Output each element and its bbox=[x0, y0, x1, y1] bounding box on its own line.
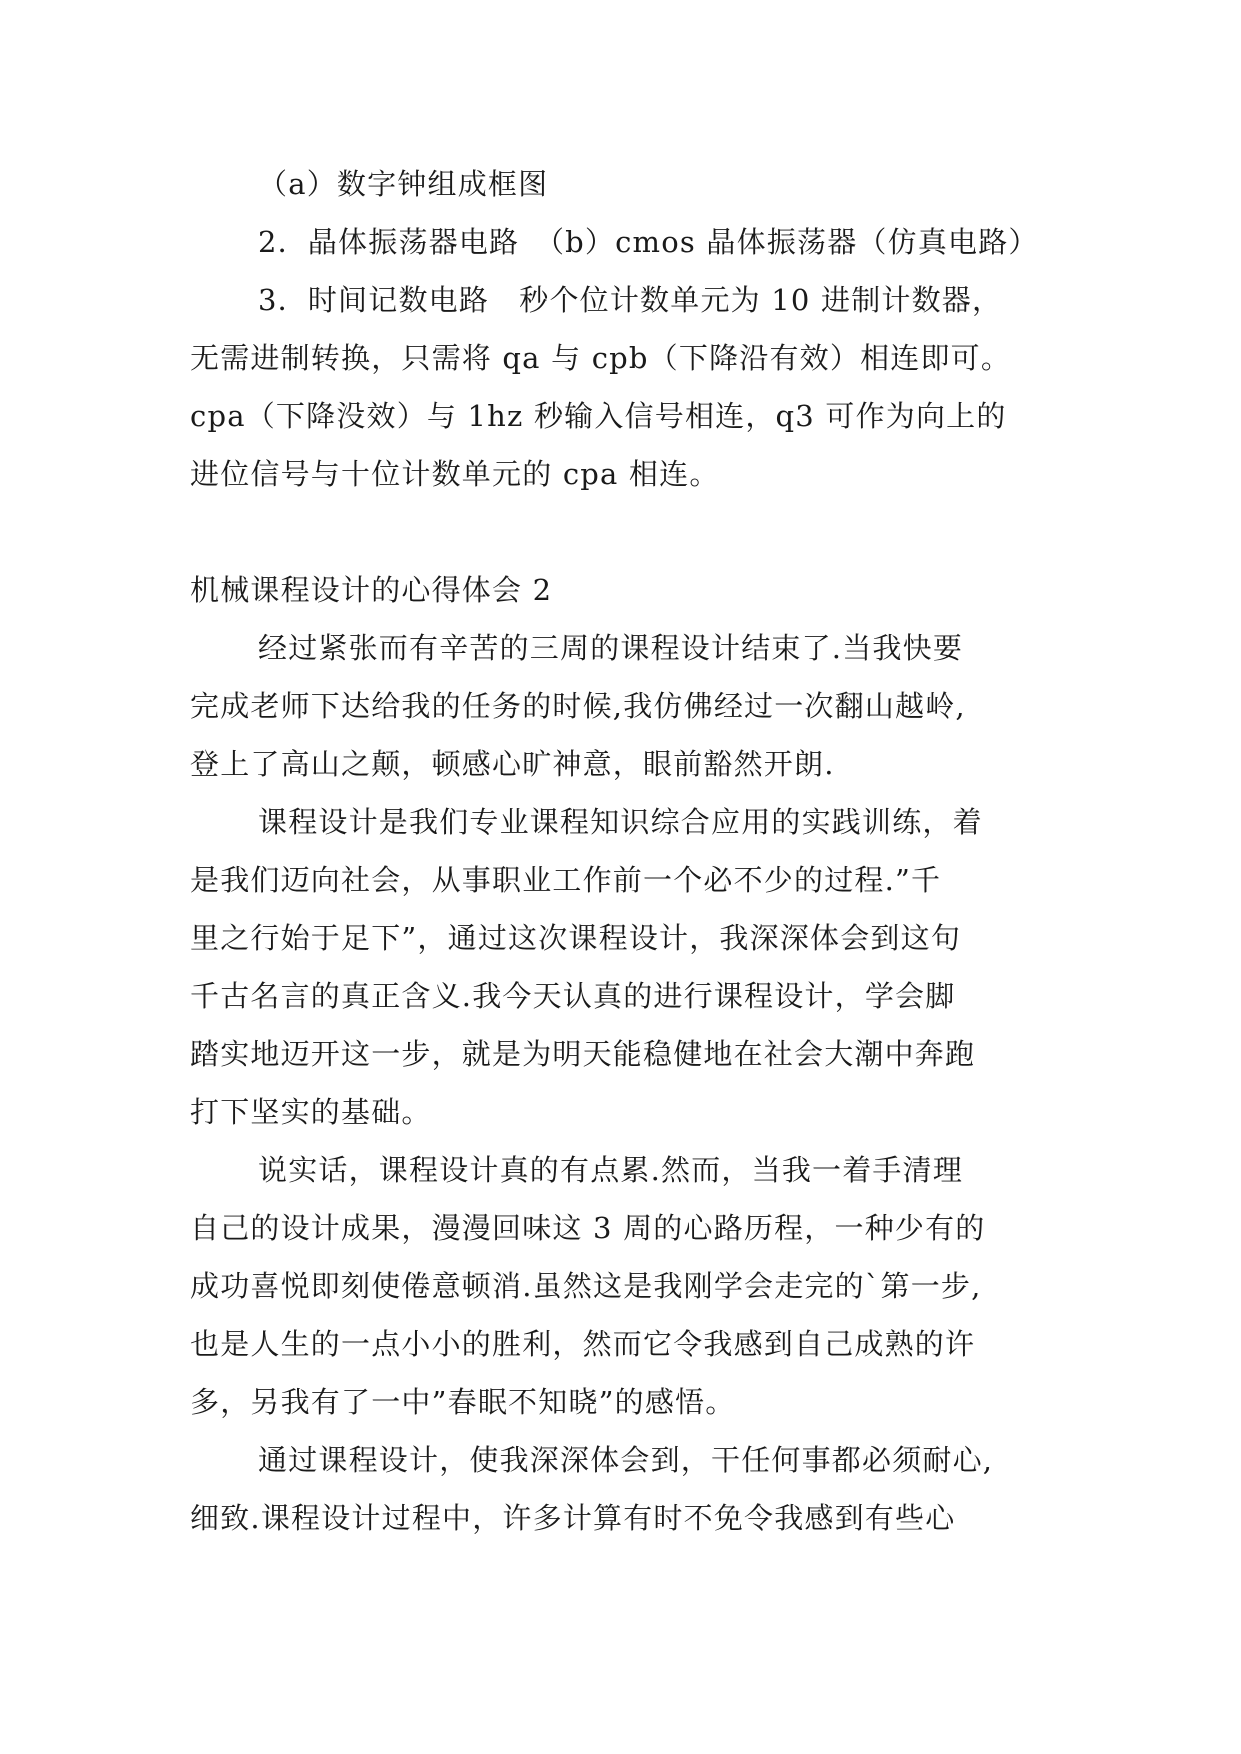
figure-caption: （a）数字钟组成框图 bbox=[258, 167, 549, 201]
paragraph-4-line-2: 细致.课程设计过程中，许多计算有时不免令我感到有些心 bbox=[190, 1501, 956, 1535]
paragraph-3-line-3: 成功喜悦即刻使倦意顿消.虽然这是我刚学会走完的`第一步, bbox=[190, 1269, 982, 1303]
item-3-line-3: cpa（下降没效）与 1hz 秒输入信号相连，q3 可作为向上的 bbox=[190, 399, 1007, 433]
paragraph-2-line-1: 课程设计是我们专业课程知识综合应用的实践训练，着 bbox=[258, 805, 983, 839]
paragraph-3-line-5: 多，另我有了一中”春眠不知晓”的感悟。 bbox=[190, 1385, 736, 1419]
paragraph-4-line-1: 通过课程设计，使我深深体会到，干任何事都必须耐心, bbox=[258, 1443, 994, 1477]
paragraph-2-line-2: 是我们迈向社会，从事职业工作前一个必不少的过程.”千 bbox=[190, 863, 942, 897]
item-3-line-4: 进位信号与十位计数单元的 cpa 相连。 bbox=[190, 457, 720, 491]
item-2-text: 2．晶体振荡器电路 （b）cmos 晶体振荡器（仿真电路） bbox=[258, 225, 1039, 259]
paragraph-1-line-1: 经过紧张而有辛苦的三周的课程设计结束了.当我快要 bbox=[258, 631, 964, 665]
paragraph-3-line-1: 说实话，课程设计真的有点累.然而，当我一着手清理 bbox=[258, 1153, 964, 1187]
paragraph-3-line-2: 自己的设计成果，漫漫回味这 3 周的心路历程，一种少有的 bbox=[190, 1211, 986, 1245]
paragraph-2-line-3: 里之行始于足下”，通过这次课程设计，我深深体会到这句 bbox=[190, 921, 962, 955]
paragraph-3-line-4: 也是人生的一点小小的胜利，然而它令我感到自己成熟的许 bbox=[190, 1327, 976, 1361]
paragraph-2-line-4: 千古名言的真正含义.我今天认真的进行课程设计，学会脚 bbox=[190, 979, 956, 1013]
section-heading: 机械课程设计的心得体会 2 bbox=[190, 573, 553, 607]
paragraph-2-line-6: 打下坚实的基础。 bbox=[190, 1095, 432, 1129]
paragraph-2-line-5: 踏实地迈开这一步，就是为明天能稳健地在社会大潮中奔跑 bbox=[190, 1037, 976, 1071]
paragraph-1-line-3: 登上了高山之颠，顿感心旷神意，眼前豁然开朗. bbox=[190, 747, 835, 781]
paragraph-1-line-2: 完成老师下达给我的任务的时候,我仿佛经过一次翻山越岭, bbox=[190, 689, 966, 723]
item-3-line-1: 3．时间记数电路 秒个位计数单元为 10 进制计数器， bbox=[258, 283, 1003, 317]
item-3-line-2: 无需进制转换，只需将 qa 与 cpb（下降沿有效）相连即可。 bbox=[190, 341, 1012, 375]
